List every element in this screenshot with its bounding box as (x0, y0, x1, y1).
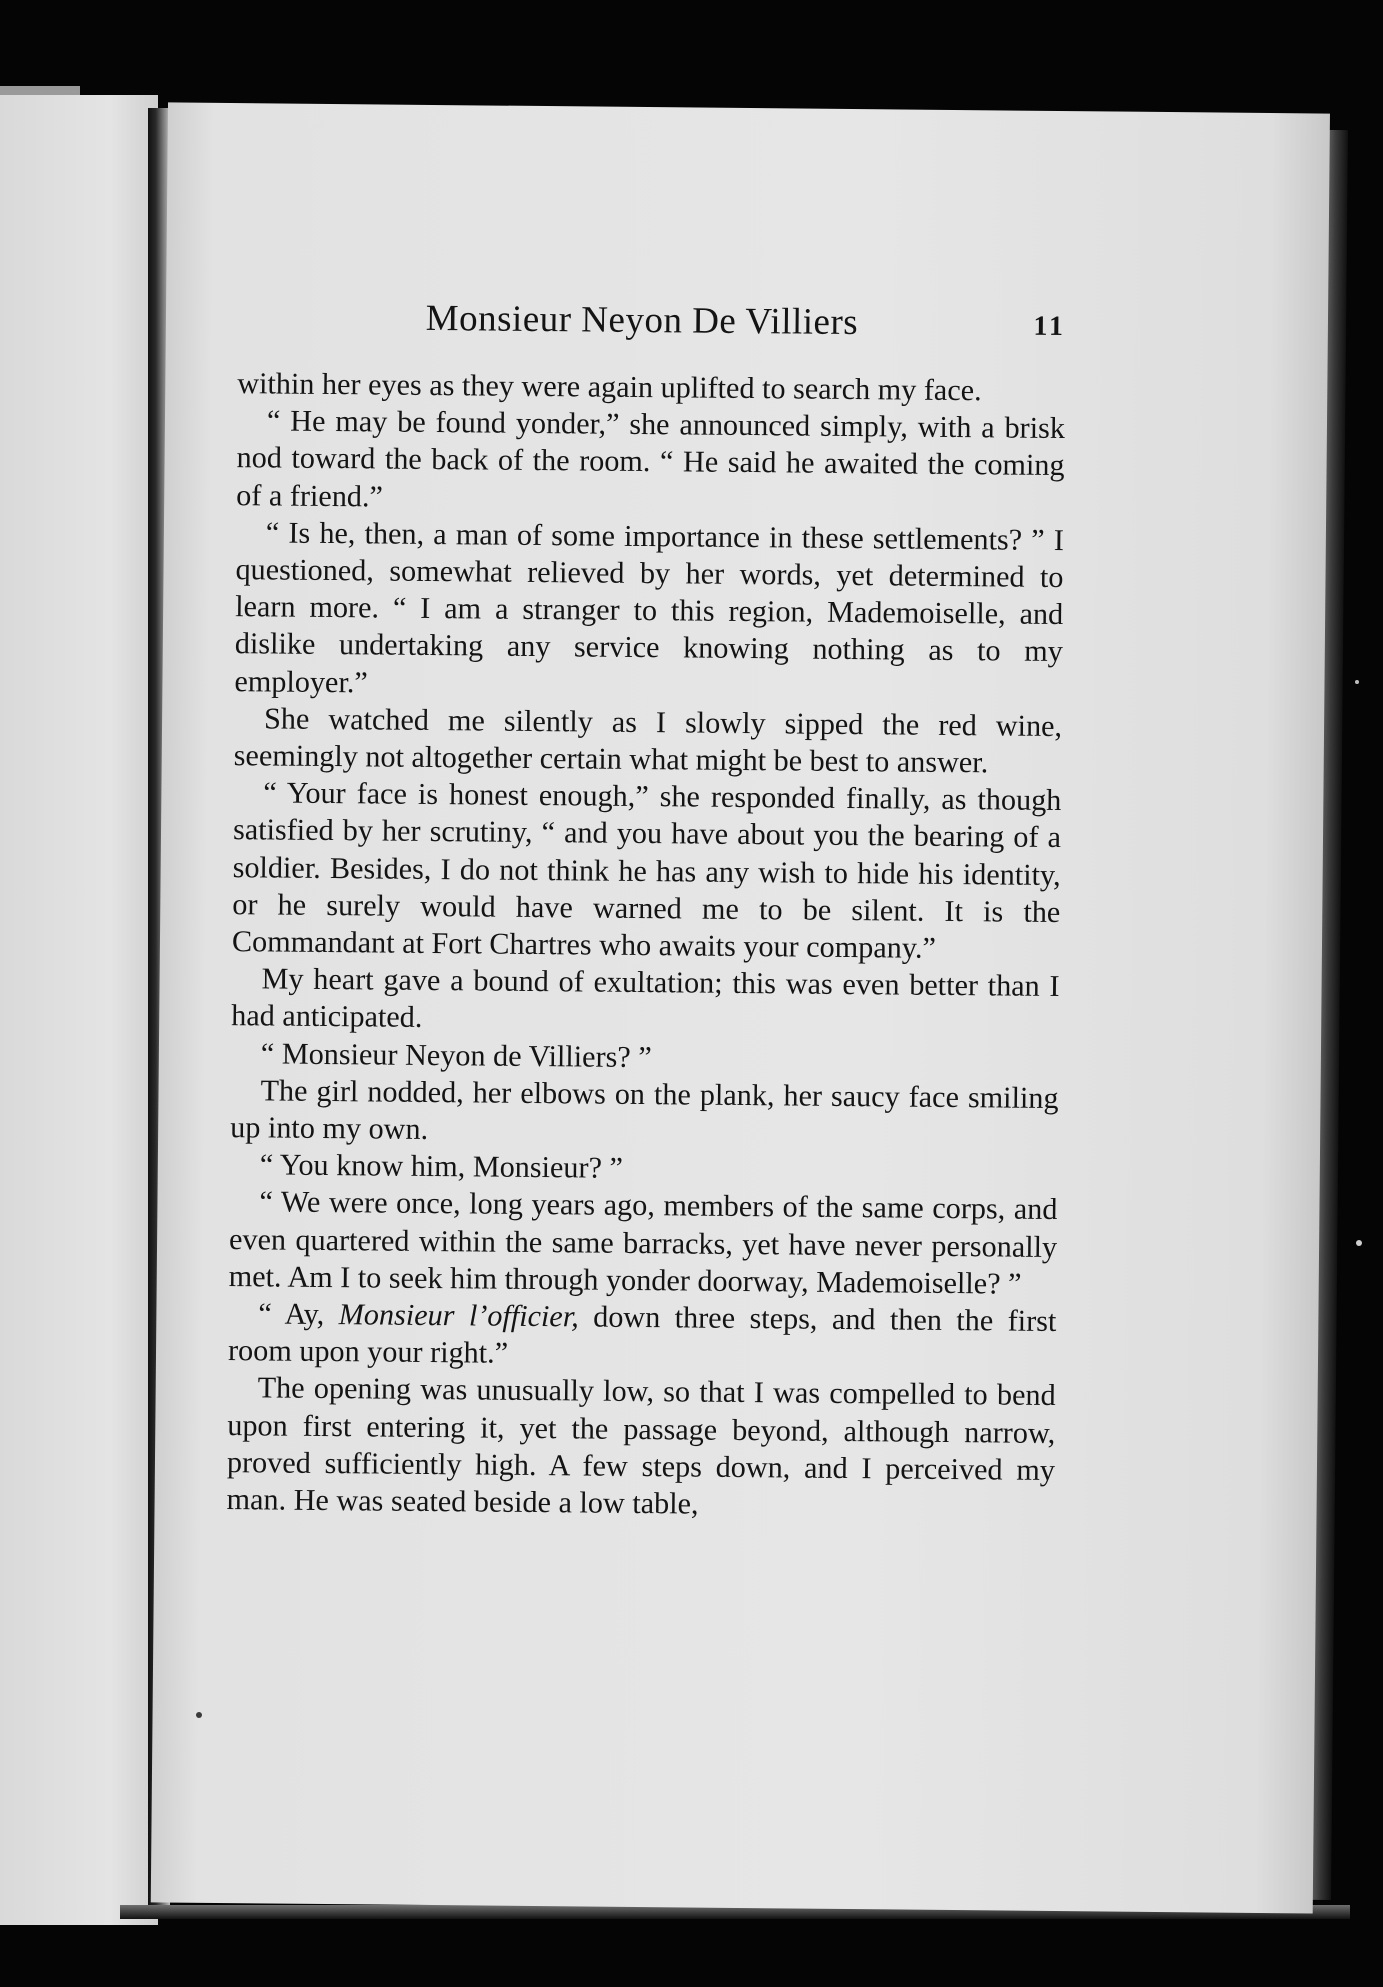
paragraph: “ He may be found yonder,” she announced simply, with a brisk nod toward the back of the room. “ He said he awaited the coming of a friend.” (236, 403, 1066, 514)
text-run: down three steps, and then the first room upon your right.” (227, 1299, 1057, 1371)
running-title: Monsieur Neyon De Villiers (425, 297, 859, 344)
paragraph: The opening was unusually low, so that I was compelled to bend upon first entering it, yet the passage beyond, although narrow, proved sufficiently high. A few steps down, and I perceived my man. He was seated beside a low table, (226, 1370, 1056, 1521)
scan-speck (196, 1712, 202, 1718)
text-run: “ Ay, (258, 1296, 339, 1332)
paragraph: “ Your face is honest enough,” she responded finally, as though satisfied by her scrutiny, “ and you have about you the bearing of a soldier. Besides, I do not think he has any wish to hide his identity, or he surely would have warned me to be silent. It is the Commandant at Fort Chartres who awaits your company.” (231, 775, 1062, 965)
paragraph: My heart gave a bound of exultation; this was even better than I had anticipated. (231, 961, 1060, 1035)
paragraph: “ You know him, Monsieur? ” (259, 1147, 624, 1186)
scan-speck (1355, 680, 1359, 684)
running-head (238, 295, 1067, 363)
paragraph-with-italic (228, 1295, 1057, 1377)
paragraph: within her eyes as they were again uplifted to search my face. (237, 366, 982, 408)
book-page (151, 102, 1330, 1913)
paragraph: She watched me silently as I slowly sipped the red wine, seemingly not altogether certain what might be best to answer. (233, 701, 1063, 780)
page-content (226, 295, 1066, 1526)
paragraph: “ We were once, long years ago, members of the same corps, and even quartered within the same barracks, yet have never personally met. Am I to seek him through yonder doorway, Mademoiselle? ” (228, 1184, 1058, 1301)
previous-page (0, 95, 158, 1925)
page-number: 11 (1033, 310, 1067, 343)
scan-speck (1356, 1240, 1362, 1246)
paragraph: “ Is he, then, a man of some importance in these settlements? ” I questioned, somewhat relieved by her words, yet determined to learn more. “ I am a stranger to this region, Mademoiselle, and dislike undertaking any service knowing nothing as to my employer.” (234, 515, 1065, 699)
italic-phrase: Monsieur l’officier, (338, 1297, 579, 1334)
paragraph: “ Monsieur Neyon de Villiers? ” (260, 1036, 652, 1074)
paragraph: The girl nodded, her elbows on the plank, her saucy face smiling up into my own. (230, 1073, 1059, 1147)
